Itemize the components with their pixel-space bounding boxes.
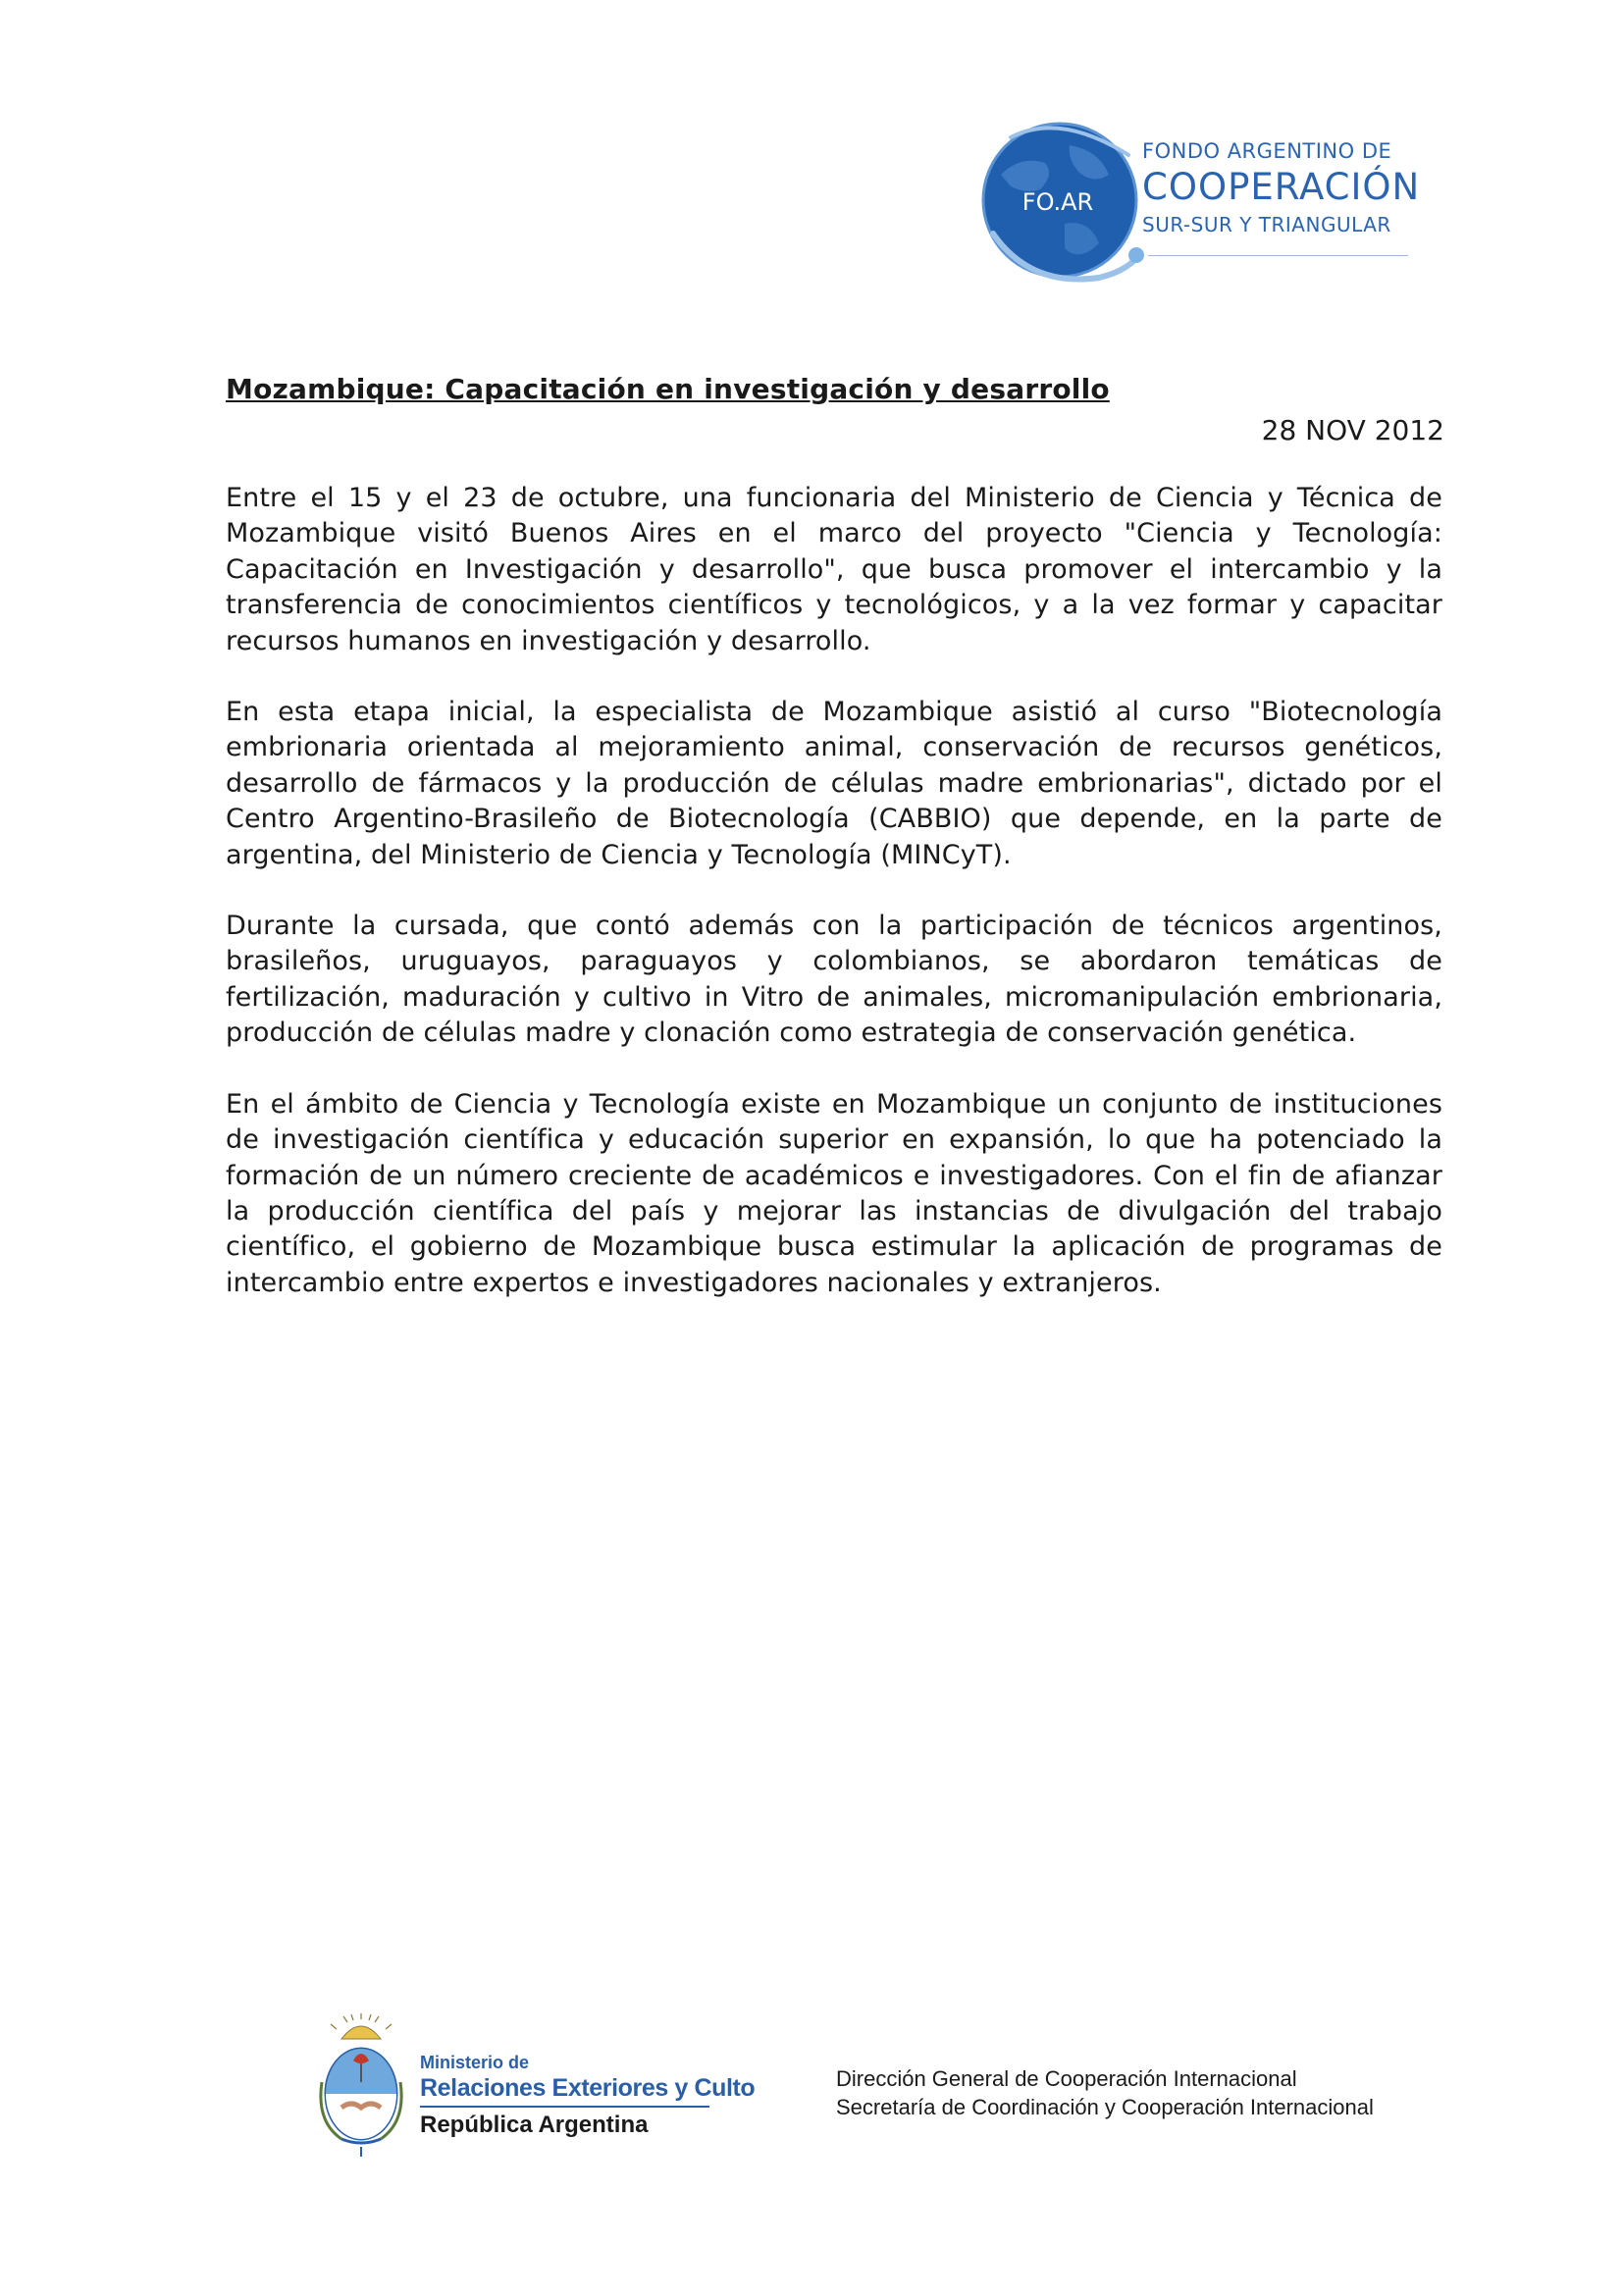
office-line-1: Dirección General de Cooperación Internacional: [836, 2066, 1297, 2091]
logo-line-2: COOPERACIÓN: [1142, 166, 1421, 208]
foar-wordmark: [1142, 139, 1437, 236]
article-title: Mozambique: Capacitación en investigación y desarrollo: [226, 373, 1110, 405]
article-body: [226, 481, 1442, 1336]
office-info: [836, 2064, 1374, 2121]
ministry-signature: [420, 2053, 756, 2139]
logo-badge: FO.AR: [1021, 188, 1094, 216]
coat-of-arms-icon: [312, 2013, 410, 2161]
foar-logo: [971, 116, 1423, 292]
article-date: 28 NOV 2012: [1261, 414, 1444, 446]
paragraph-4: En el ámbito de Ciencia y Tecnología existe en Mozambique un conjunto de instituciones de investigación científica y educación superior en expansión, lo que ha potenciado la formación de un número creciente de académicos e investigadores. Con el fin de afianzar la producción científica del país y mejorar las instancias de divulgación del trabajo científico, el gobierno de Mozambique busca estimular la aplicación de programas de intercambio entre expertos e investigadores nacionales y extranjeros.: [226, 1088, 1442, 1298]
ministry-divider: [420, 2106, 709, 2108]
paragraph-3: Durante la cursada, que contó además con la participación de técnicos argentinos, brasileños, uruguayos, paraguayos y colombianos, se abordaron temáticas de fertilización, maduración y cultivo in Vitro de animales, micromanipulación embrionaria, producción de células madre y clonación como estrategia de conservación genética.: [226, 911, 1442, 1049]
globe-logo-icon: [971, 116, 1148, 292]
office-line-2: Secretaría de Coordinación y Cooperación Internacional: [836, 2095, 1374, 2119]
logo-line-3: SUR-SUR Y TRIANGULAR: [1142, 213, 1391, 236]
logo-line-1: FONDO ARGENTINO DE: [1142, 139, 1392, 163]
ministry-line-2: Relaciones Exteriores y Culto: [420, 2074, 756, 2102]
paragraph-1: Entre el 15 y el 23 de octubre, una funcionaria del Ministerio de Ciencia y Técnica de Mozambique visitó Buenos Aires en el marco del proyecto "Ciencia y Tecnología: Capacitación en Investigación y desarrollo", que busca promover el intercambio y la transferencia de conocimientos científicos y tecnológicos, y a la vez formar y capacitar recursos humanos en investigación y desarrollo.: [226, 483, 1442, 656]
ministry-line-3: República Argentina: [420, 2112, 649, 2138]
ministry-line-1: Ministerio de: [420, 2053, 530, 2072]
paragraph-2: En esta etapa inicial, la especialista de Mozambique asistió al curso "Biotecnología embrionaria orientada al mejoramiento animal, conservación de recursos genéticos, desarrollo de fármacos y la producción de células madre embrionarias", dictado por el Centro Argentino-Brasileño de Biotecnología (CABBIO) que depende, en la parte de argentina, del Ministerio de Ciencia y Tecnología (MINCyT).: [226, 697, 1442, 870]
logo-divider: [1148, 255, 1408, 256]
